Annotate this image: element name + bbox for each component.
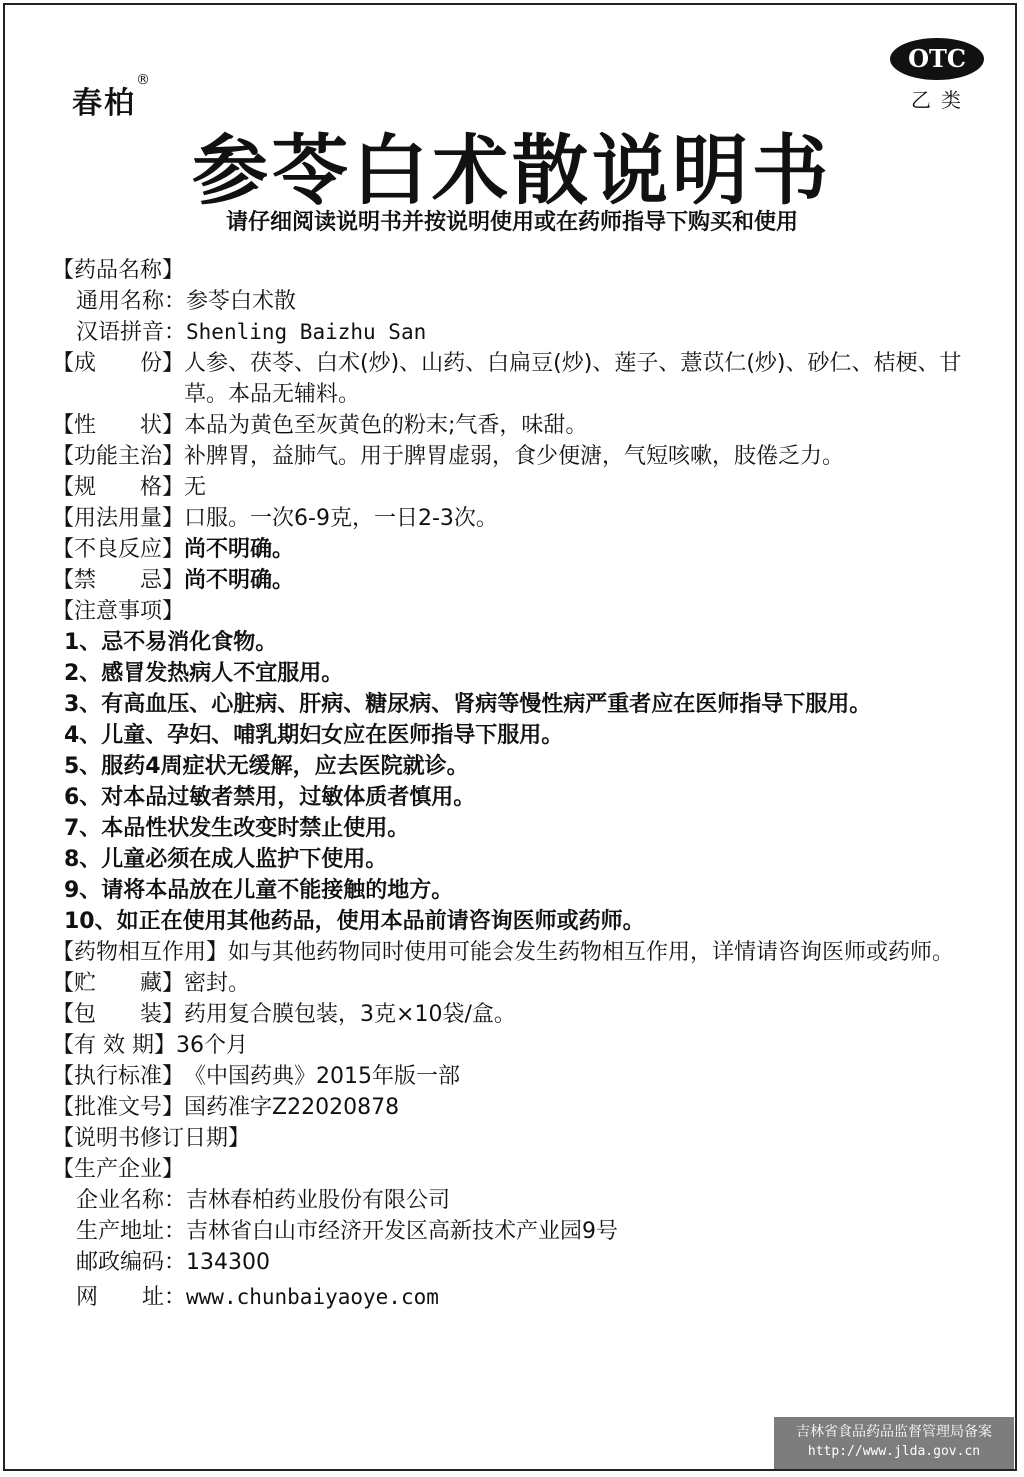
- otc-badge: [888, 38, 986, 113]
- validity-row: [52, 1030, 992, 1061]
- character-row: [52, 410, 992, 441]
- interaction-label: 【药物相互作用】: [52, 940, 229, 965]
- drug-name-heading: [52, 255, 992, 286]
- note-item: 8、儿童必须在成人监护下使用。: [64, 847, 388, 872]
- indication-label: 【功能主治】: [52, 444, 185, 469]
- dosage-value: 口服。一次6-9克，一日2-3次。: [184, 506, 498, 531]
- spec-label: 【规 格】: [52, 475, 185, 500]
- ingredients-value: 人参、茯苓、白术(炒)、山药、白扁豆(炒)、莲子、薏苡仁(炒)、砂仁、桔梗、甘草。本品无辅料。: [184, 351, 962, 407]
- otc-label: OTC: [890, 38, 984, 80]
- website-label: 网 址：: [76, 1285, 187, 1310]
- storage-label: 【贮 藏】: [52, 971, 185, 996]
- generic-name-value: 参苓白术散: [186, 289, 297, 314]
- otc-class: 乙类: [911, 88, 971, 112]
- company-value: 吉林春柏药业股份有限公司: [186, 1188, 451, 1213]
- website-row: [52, 1282, 992, 1313]
- approval-value: 国药准字Z22020878: [184, 1095, 400, 1120]
- revision-row: [52, 1123, 992, 1154]
- spec-value: 无: [184, 475, 207, 500]
- contra-label: 【禁 忌】: [52, 568, 185, 593]
- note-item: 6、对本品过敏者禁用，过敏体质者慎用。: [64, 785, 476, 810]
- pinyin-value: Shenling Baizhu San: [186, 320, 427, 344]
- spec-row: [52, 472, 992, 503]
- note-item: 1、忌不易消化食物。: [64, 630, 278, 655]
- dosage-label: 【用法用量】: [52, 506, 185, 531]
- approval-label: 【批准文号】: [52, 1095, 185, 1120]
- adverse-value: 尚不明确。: [184, 537, 295, 562]
- notes-list: [52, 627, 992, 937]
- character-value: 本品为黄色至灰黄色的粉末;气香，味甜。: [184, 413, 588, 438]
- postcode-row: [52, 1247, 992, 1278]
- watermark-line2: http://www.jlda.gov.cn: [807, 1444, 981, 1459]
- character-label: 【性 状】: [52, 413, 185, 438]
- note-item: 3、有高血压、心脏病、肝病、糖尿病、肾病等慢性病严重者应在医师指导下服用。: [64, 692, 872, 717]
- validity-value: 36个月: [176, 1033, 248, 1058]
- note-item: 2、感冒发热病人不宜服用。: [64, 661, 344, 686]
- contra-value: 尚不明确。: [184, 568, 295, 593]
- pinyin-label: 汉语拼音：: [76, 320, 187, 345]
- approval-row: [52, 1092, 992, 1123]
- company-label: 企业名称：: [76, 1188, 187, 1213]
- note-item: 4、儿童、孕妇、哺乳期妇女应在医师指导下服用。: [64, 723, 564, 748]
- page-subtitle: 请仔细阅读说明书并按说明使用或在药师指导下购买和使用: [225, 210, 798, 235]
- postcode-label: 邮政编码：: [76, 1250, 187, 1275]
- storage-row: [52, 968, 992, 999]
- address-row: [52, 1216, 992, 1247]
- contra-row: [52, 565, 992, 596]
- interaction-value: 如与其他药物同时使用可能会发生药物相互作用，详情请咨询医师或药师。: [228, 940, 955, 965]
- website-value: www.chunbaiyaoye.com: [186, 1285, 439, 1309]
- adverse-row: [52, 534, 992, 565]
- note-item: 5、服药4周症状无缓解，应去医院就诊。: [64, 754, 469, 779]
- storage-value: 密封。: [184, 971, 251, 996]
- brand-name: 春柏: [72, 86, 136, 121]
- adverse-label: 【不良反应】: [52, 537, 185, 562]
- note-item: 7、本品性状发生改变时禁止使用。: [64, 816, 410, 841]
- maker-heading: [52, 1154, 992, 1185]
- generic-name-label: 通用名称：: [76, 289, 187, 314]
- validity-label: 【有 效 期】: [52, 1033, 176, 1058]
- package-label: 【包 装】: [52, 1002, 185, 1027]
- address-value: 吉林省白山市经济开发区高新技术产业园9号: [186, 1219, 619, 1244]
- revision-label: 【说明书修订日期】: [52, 1126, 251, 1151]
- generic-name-row: [52, 286, 992, 317]
- postcode-value: 134300: [186, 1250, 270, 1275]
- ingredients-label: 【成 份】: [52, 351, 185, 376]
- indication-row: [52, 441, 992, 472]
- package-row: [52, 999, 992, 1030]
- registration-watermark: [774, 1417, 1014, 1469]
- note-item: 10、如正在使用其他药品，使用本品前请咨询医师或药师。: [64, 909, 645, 934]
- notes-label: 【注意事项】: [52, 599, 185, 624]
- ingredients-row: [52, 348, 992, 410]
- standard-row: [52, 1061, 992, 1092]
- leaflet-body: [52, 255, 992, 1313]
- address-label: 生产地址：: [76, 1219, 187, 1244]
- company-row: [52, 1185, 992, 1216]
- package-value: 药用复合膜包装，3克×10袋/盒。: [184, 1002, 516, 1027]
- note-item: 9、请将本品放在儿童不能接触的地方。: [64, 878, 454, 903]
- drug-name-label: 【药品名称】: [52, 258, 185, 283]
- watermark-line1: 吉林省食品药品监督管理局备案: [796, 1424, 992, 1440]
- interaction-row: [52, 937, 992, 968]
- indication-value: 补脾胃，益肺气。用于脾胃虚弱，食少便溏，气短咳嗽，肢倦乏力。: [184, 444, 845, 469]
- pinyin-row: [52, 317, 992, 348]
- maker-label: 【生产企业】: [52, 1157, 185, 1182]
- dosage-row: [52, 503, 992, 534]
- registered-mark: ®: [136, 72, 152, 88]
- page-title: 参苓白术散说明书: [192, 126, 832, 215]
- notes-heading: [52, 596, 992, 627]
- standard-label: 【执行标准】: [52, 1064, 185, 1089]
- standard-value: 《中国药典》2015年版一部: [184, 1064, 461, 1089]
